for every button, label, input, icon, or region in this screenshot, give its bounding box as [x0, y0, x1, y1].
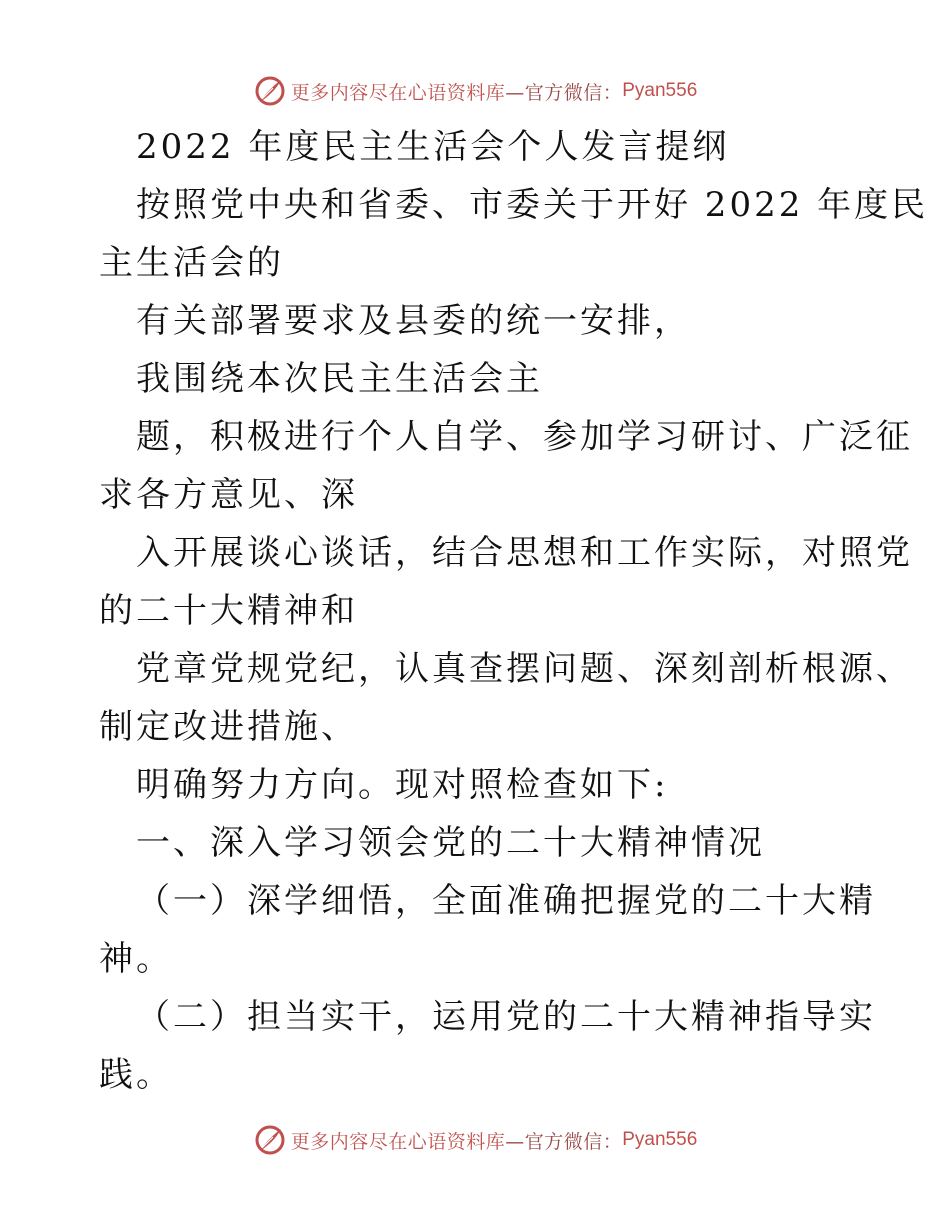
- paragraph-line: 求各方意见、深: [99, 475, 358, 515]
- watermark-wechat-id: Pyan556: [622, 80, 698, 101]
- document-body: [99, 118, 929, 1104]
- subsection-heading: （一）深学细悟，全面准确把握党的二十大精: [136, 881, 876, 921]
- footer-watermark: [0, 1120, 950, 1160]
- watermark-site-text: 更多内容尽在心语资料库: [290, 1130, 506, 1153]
- feather-pen-logo-icon: [253, 74, 287, 108]
- watermark-wechat-label: —官方微信：: [505, 1130, 623, 1153]
- paragraph-line: 践。: [99, 1055, 173, 1095]
- paragraph-line: 的二十大精神和: [99, 591, 358, 631]
- paragraph-line: 主生活会的: [99, 243, 284, 283]
- paragraph-line: 入开展谈心谈话，结合思想和工作实际，对照党: [136, 533, 913, 573]
- watermark-site-text: 更多内容尽在心语资料库: [290, 81, 506, 104]
- paragraph-line: 我围绕本次民主生活会主: [136, 359, 543, 399]
- paragraph-line: 神。: [99, 939, 173, 979]
- document-title: 2022 年度民主生活会个人发言提纲: [136, 127, 730, 167]
- header-watermark: [0, 71, 950, 111]
- subsection-heading: （二）担当实干，运用党的二十大精神指导实: [136, 997, 876, 1037]
- paragraph-line: 题，积极进行个人自学、参加学习研讨、广泛征: [136, 417, 913, 457]
- paragraph-line: 制定改进措施、: [99, 707, 358, 747]
- watermark-wechat-id: Pyan556: [622, 1129, 698, 1150]
- paragraph-line: 按照党中央和省委、市委关于开好 2022 年度民: [136, 185, 929, 225]
- section-heading: 一、深入学习领会党的二十大精神情况: [136, 823, 765, 863]
- paragraph-line: 有关部署要求及县委的统一安排，: [136, 301, 691, 341]
- watermark-wechat-label: —官方微信：: [505, 81, 623, 104]
- feather-pen-logo-icon: [253, 1123, 287, 1157]
- paragraph-line: 党章党规党纪，认真查摆问题、深刻剖析根源、: [136, 649, 913, 689]
- paragraph-line: 明确努力方向。现对照检查如下:: [136, 765, 669, 805]
